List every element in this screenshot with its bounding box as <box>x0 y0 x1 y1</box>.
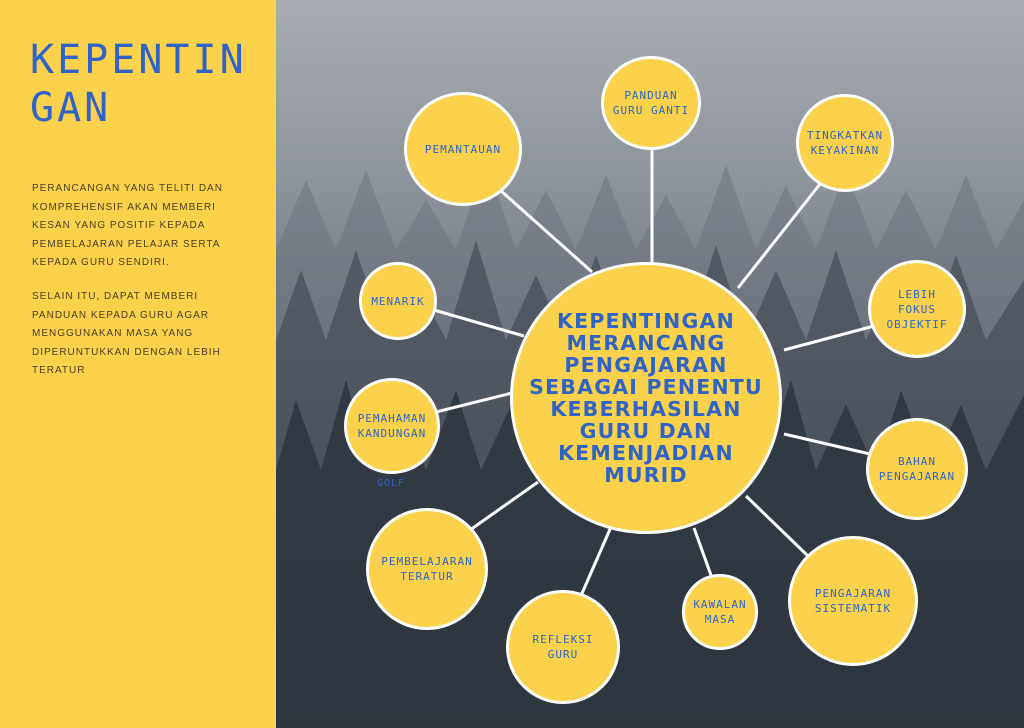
node-pembelajaran-teratur: PEMBELAJARAN TERATUR <box>366 508 488 630</box>
node-tingkatkan-keyakinan: TINGKATKAN KEYAKINAN <box>796 94 894 192</box>
connector-bahan <box>784 434 870 454</box>
connector-tingkatkan <box>738 184 820 288</box>
node-pemantauan: PEMANTAUAN <box>404 92 522 206</box>
center-node: KEPENTINGAN MERANCANG PENGAJARAN SEBAGAI PENENTU KEBERHASILAN GURU DAN KEMENJADIAN MURID <box>510 262 782 534</box>
connector-pembelajaran <box>470 482 538 530</box>
node-bahan-pengajaran: BAHAN PENGAJARAN <box>866 418 968 520</box>
intro-paragraph: PERANCANGAN YANG TELITI DAN KOMPREHENSIF AKAN MEMBERI KESAN YANG POSITIF KEPADA PEMBELAJARAN PELAJAR SERTA KEPADA GURU SENDIRI. <box>32 183 223 268</box>
node-pemahaman-kandungan: PEMAHAMAN KANDUNGAN <box>344 378 440 474</box>
node-kawalan-masa: KAWALAN MASA <box>682 574 758 650</box>
connector-refleksi <box>580 520 614 598</box>
connector-menarik <box>434 310 524 336</box>
connector-sistematik <box>746 496 808 556</box>
connector-fokus <box>784 326 874 350</box>
node-pengajaran-sistematik: PENGAJARAN SISTEMATIK <box>788 536 918 666</box>
node-refleksi-guru: REFLEKSI GURU <box>506 590 620 704</box>
connector-pemahaman <box>436 392 516 412</box>
node-lebih-fokus-objektif: LEBIH FOKUS OBJEKTIF <box>868 260 966 358</box>
stray-label: GOLF <box>377 478 406 489</box>
node-menarik: MENARIK <box>359 262 437 340</box>
page-title: KEPENTINGAN <box>30 37 247 131</box>
connector-pemantauan <box>500 190 592 272</box>
connector-kawalan <box>694 528 712 578</box>
node-panduan-guru-ganti: PANDUAN GURU GANTI <box>601 56 701 150</box>
second-paragraph: SELAIN ITU, DAPAT MEMBERI PANDUAN KEPADA GURU AGAR MENGGUNAKAN MASA YANG DIPERUNTUKKAN DENGAN LEBIH TERATUR <box>32 291 221 376</box>
